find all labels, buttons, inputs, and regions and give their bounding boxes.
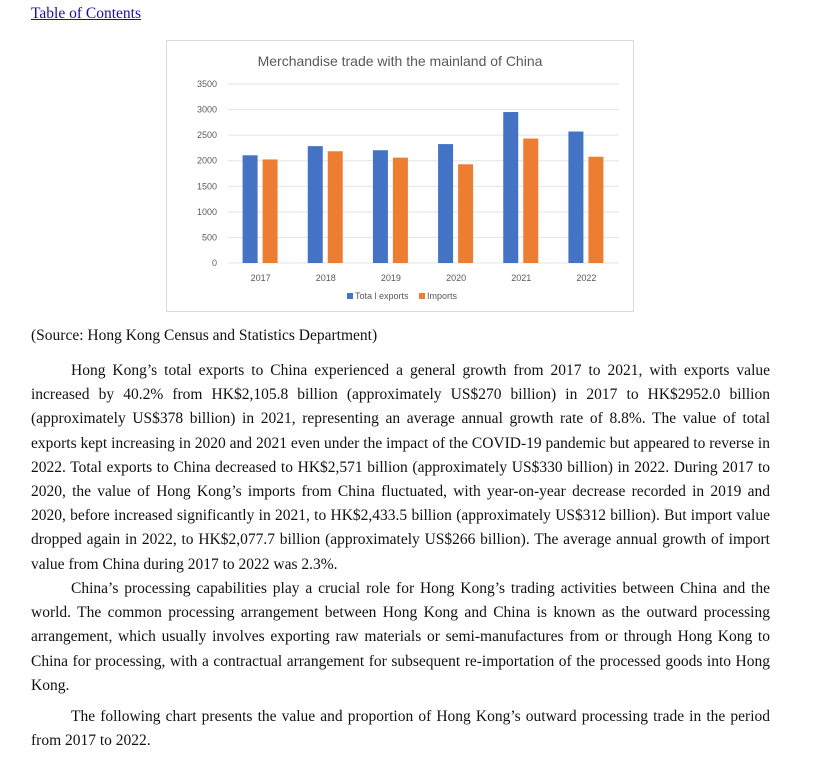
x-tick-label: 2021	[511, 273, 532, 283]
legend-label-0: Tota l exports	[355, 291, 409, 301]
bar-exports-2019	[373, 150, 388, 263]
y-tick-label: 0	[211, 258, 217, 268]
bar-imports-2021	[523, 139, 538, 263]
table-of-contents-link[interactable]: Table of Contents	[31, 5, 141, 22]
bar-exports-2020	[438, 144, 453, 263]
bar-imports-2017	[263, 159, 278, 263]
y-tick-label: 3000	[196, 104, 217, 115]
y-tick-label: 500	[201, 232, 217, 243]
x-tick-label: 2017	[250, 273, 271, 283]
legend-swatch-0	[347, 293, 353, 299]
bar-exports-2022	[568, 132, 583, 263]
x-tick-label: 2019	[380, 273, 401, 283]
bar-imports-2019	[393, 158, 408, 263]
bar-imports-2018	[328, 151, 343, 263]
bar-imports-2020	[458, 164, 473, 263]
y-tick-label: 1000	[196, 206, 217, 217]
y-tick-label: 2000	[196, 155, 217, 166]
paragraph-3: The following chart presents the value and proportion of Hong Kong’s outward processing trade in the period from 2017 to 2022.	[31, 708, 770, 750]
x-tick-label: 2018	[315, 273, 336, 283]
y-tick-label: 2500	[196, 130, 217, 141]
merchandise-trade-chart	[166, 40, 634, 312]
x-tick-label: 2022	[576, 273, 597, 283]
paragraph-2: China’s processing capabilities play a crucial role for Hong Kong’s trading activities between China and the world. The common processing arrangement between Hong Kong and China is known as the outward processing arrangement, which usually involves exporting raw materials or semi-manufactures from or through Hong Kong to China for processing, with a contractual arrangement for subsequent re-importation of the processed goods into Hong Kong.	[31, 580, 770, 694]
chart-title: Merchandise trade with the mainland of China	[257, 53, 543, 69]
bar-exports-2018	[308, 146, 323, 263]
x-tick-label: 2020	[446, 273, 467, 283]
y-tick-label: 1500	[196, 181, 217, 192]
bar-exports-2021	[503, 112, 518, 263]
paragraph-1: Hong Kong’s total exports to China experienced a general growth from 2017 to 2021, with exports value increased by 40.2% from HK$2,105.8 billion (approximately US$270 billion) in 2017 to HK$2952.0 billion (approximately US$378 billion) in 2021, representing an average annual growth rate of 8.8%. The value of total exports kept increasing in 2020 and 2021 even under the impact of the COVID-19 pandemic but appeared to reverse in 2022. Total exports to China decreased to HK$2,571 billion (approximately US$330 billion) in 2022. During 2017 to 2020, the value of Hong Kong’s imports from China fluctuated, with year-on-year decrease recorded in 2019 and 2020, before increased significantly in 2021, to HK$2,433.5 billion (approximately US$312 billion). But import value dropped again in 2022, to HK$2,077.7 billion (approximately US$266 billion). The average annual growth of import value from China during 2017 to 2022 was 2.3%.	[31, 362, 770, 573]
y-tick-label: 3500	[196, 79, 217, 89]
legend-label-1: Imports	[427, 291, 458, 301]
bar-exports-2017	[243, 155, 258, 263]
bar-imports-2022	[588, 157, 603, 263]
source-note: (Source: Hong Kong Census and Statistics Department)	[31, 327, 378, 344]
legend-swatch-1	[419, 293, 425, 299]
